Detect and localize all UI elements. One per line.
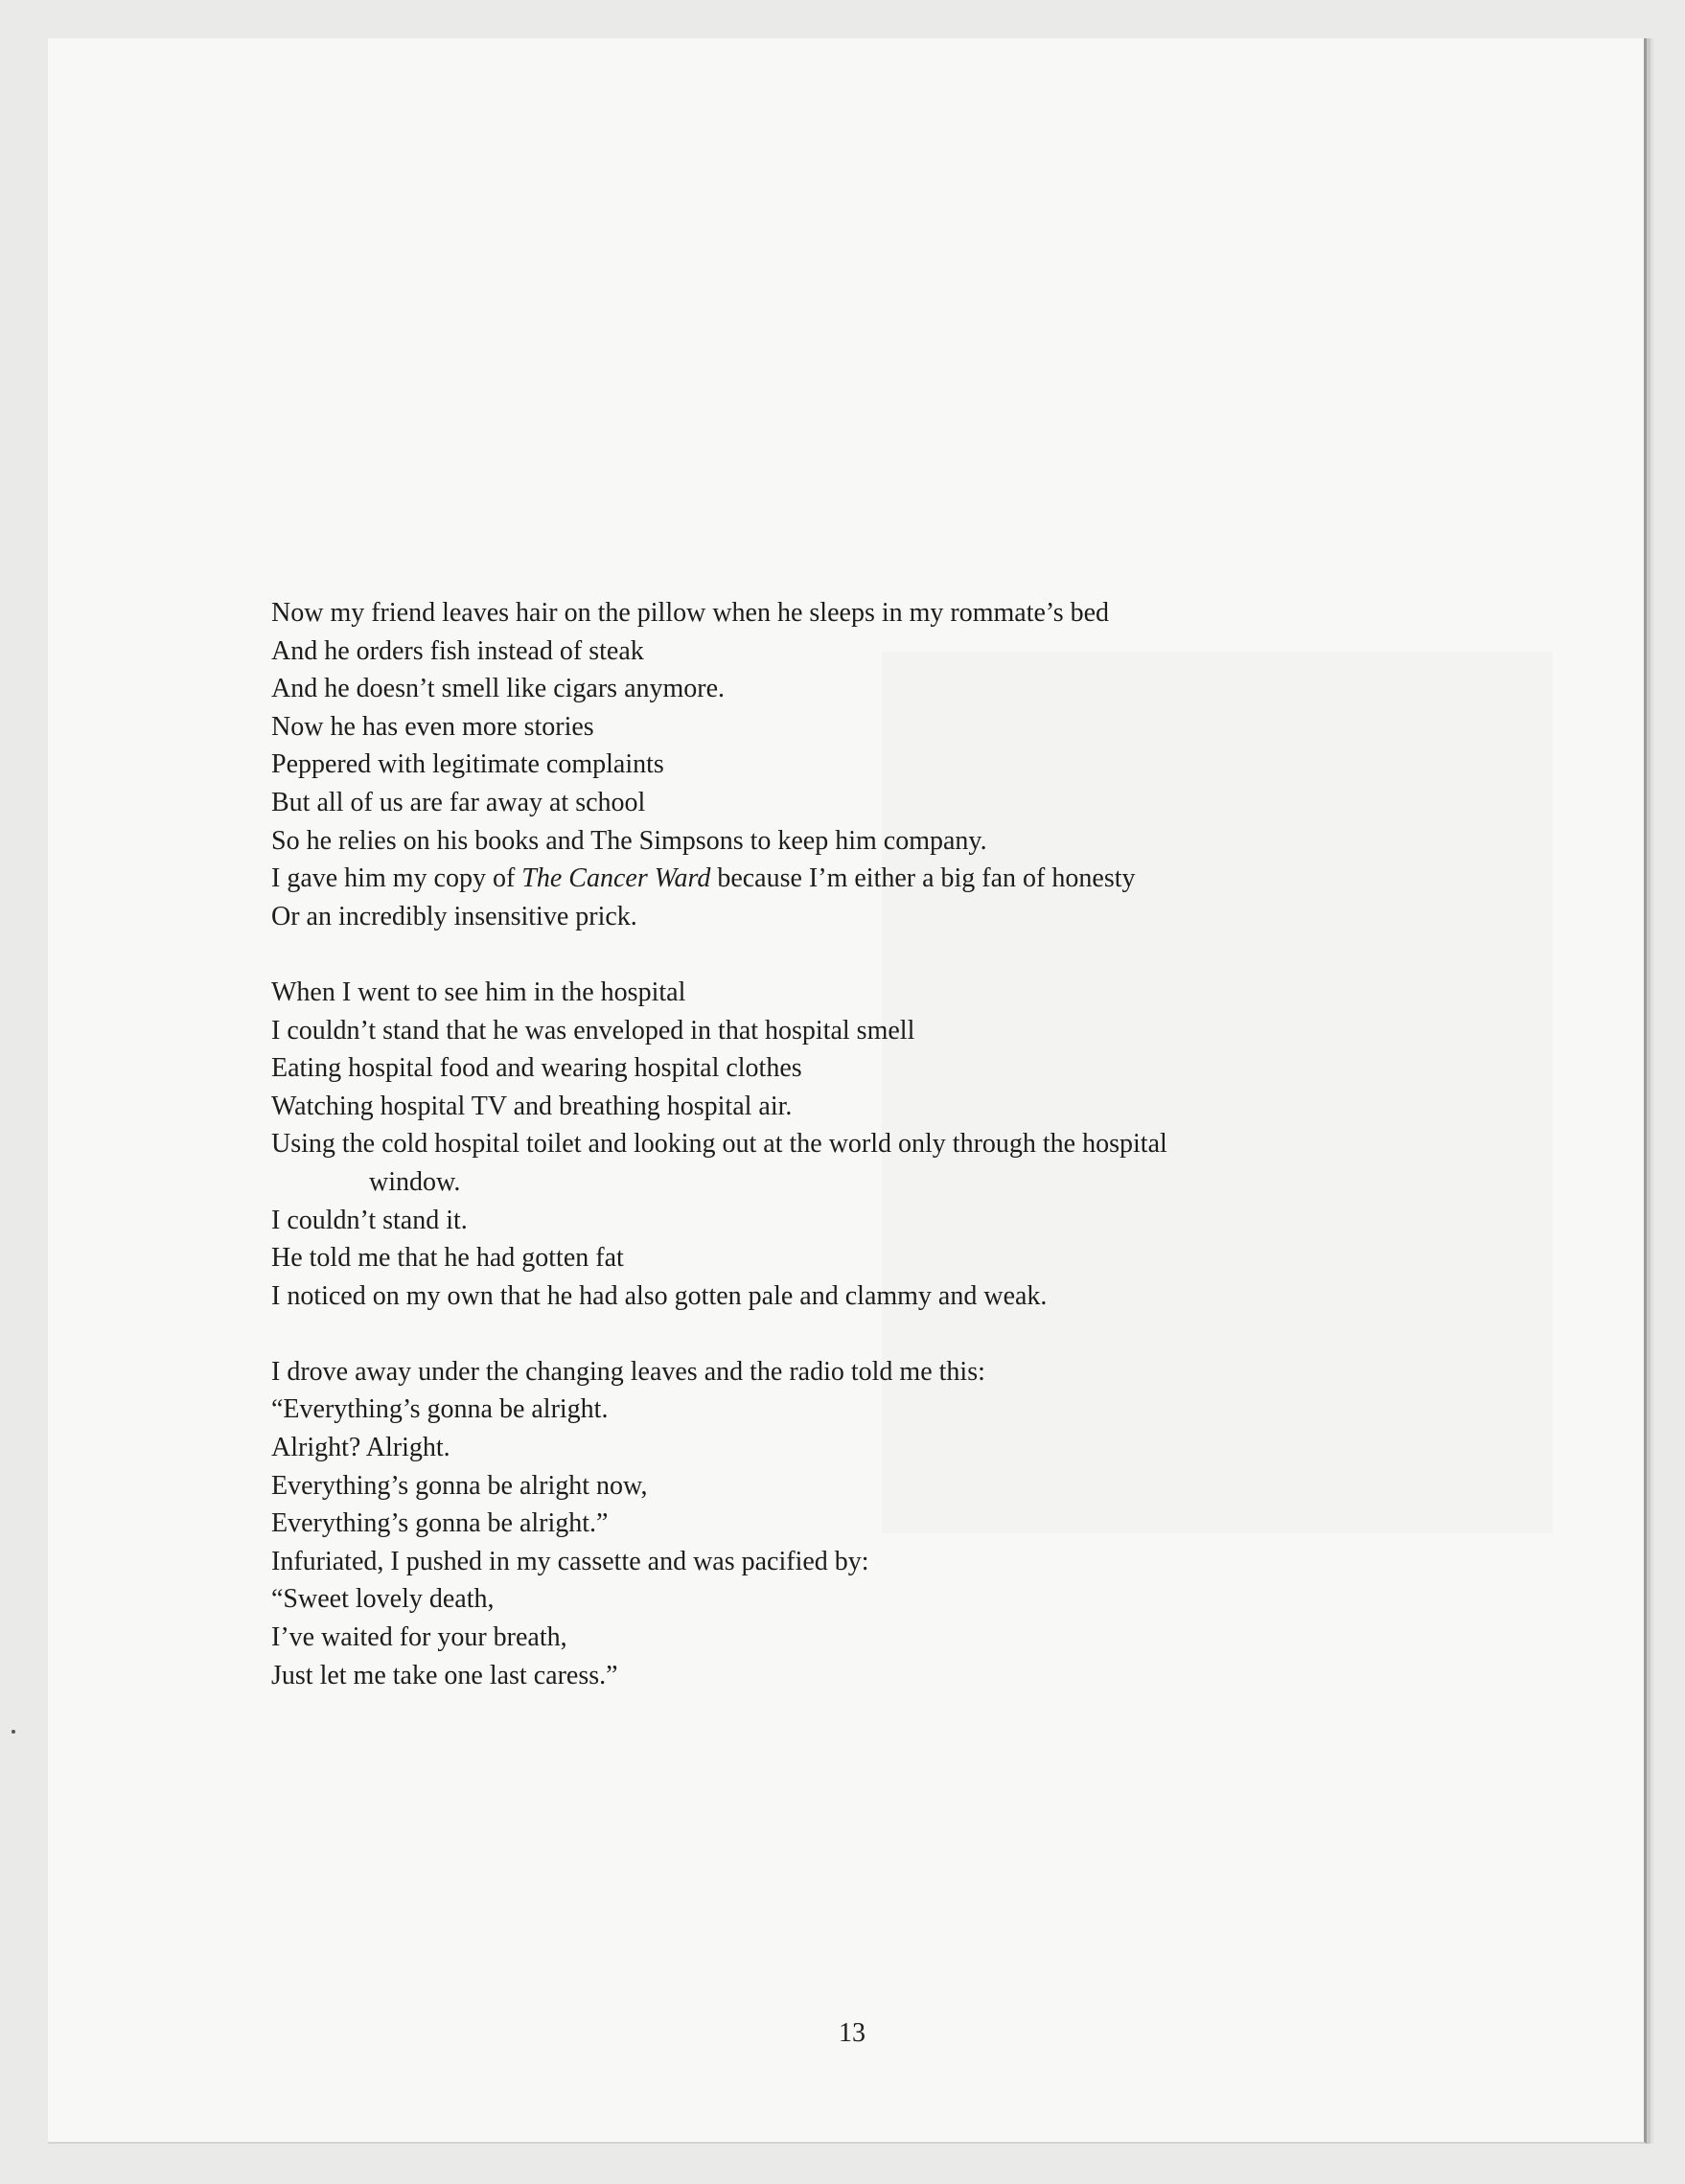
poem-line: And he orders fish instead of steak: [271, 635, 644, 666]
poem-line: Infuriated, I pushed in my cassette and was pacified by:: [271, 1546, 869, 1576]
poem-line: Using the cold hospital toilet and looking out at the world only through the hospital: [271, 1129, 1167, 1160]
poem-line: Eating hospital food and wearing hospital clothes: [271, 1053, 802, 1084]
poem-body: [271, 594, 1469, 1694]
gift-line-after: because I’m either a big fan of honesty: [710, 863, 1136, 894]
poem-line: I couldn’t stand it.: [271, 1205, 468, 1235]
poem-line: Alright? Alright.: [271, 1433, 450, 1463]
poem-line: I couldn’t stand that he was enveloped in that hospital smell: [271, 1015, 915, 1046]
poem-line: He told me that he had gotten fat: [271, 1243, 624, 1274]
poem-line: Everything’s gonna be alright now,: [271, 1470, 648, 1501]
poem-line: Watching hospital TV and breathing hospital air.: [271, 1091, 793, 1121]
book-title: The Cancer Ward: [521, 863, 711, 894]
stanza-break: [271, 935, 1469, 974]
poem-line: “Sweet lovely death,: [271, 1584, 495, 1615]
poem-line: I drove away under the changing leaves and the radio told me this:: [271, 1356, 985, 1387]
page-number: 13: [839, 2018, 866, 2048]
poem-line: Everything’s gonna be alright.”: [271, 1508, 609, 1539]
stanza-break: [271, 1315, 1469, 1353]
poem-line: And he doesn’t smell like cigars anymore.: [271, 674, 726, 704]
poem-line: I’ve waited for your breath,: [271, 1622, 567, 1653]
poem-line: Now he has even more stories: [271, 711, 594, 742]
poem-line: But all of us are far away at school: [271, 787, 646, 817]
poem-line-gift: [271, 860, 1469, 898]
poem-line: Peppered with legitimate complaints: [271, 749, 664, 780]
poem-line: Just let me take one last caress.”: [271, 1660, 618, 1690]
poem-line: Now my friend leaves hair on the pillow when he sleeps in my rommate’s bed: [271, 598, 1110, 628]
poem-line: “Everything’s gonna be alright.: [271, 1394, 609, 1425]
poem-line-continuation: window.: [369, 1166, 461, 1197]
poem-line: When I went to see him in the hospital: [271, 977, 686, 1007]
poem-line: Or an incredibly insensitive prick.: [271, 901, 637, 931]
poem-line: So he relies on his books and The Simpsons to keep him company.: [271, 825, 987, 856]
gift-line-before: I gave him my copy of: [271, 863, 522, 894]
document-page: [48, 38, 1647, 2144]
scan-speck: [12, 1730, 15, 1734]
poem-line: I noticed on my own that he had also gotten pale and clammy and weak.: [271, 1280, 1048, 1311]
